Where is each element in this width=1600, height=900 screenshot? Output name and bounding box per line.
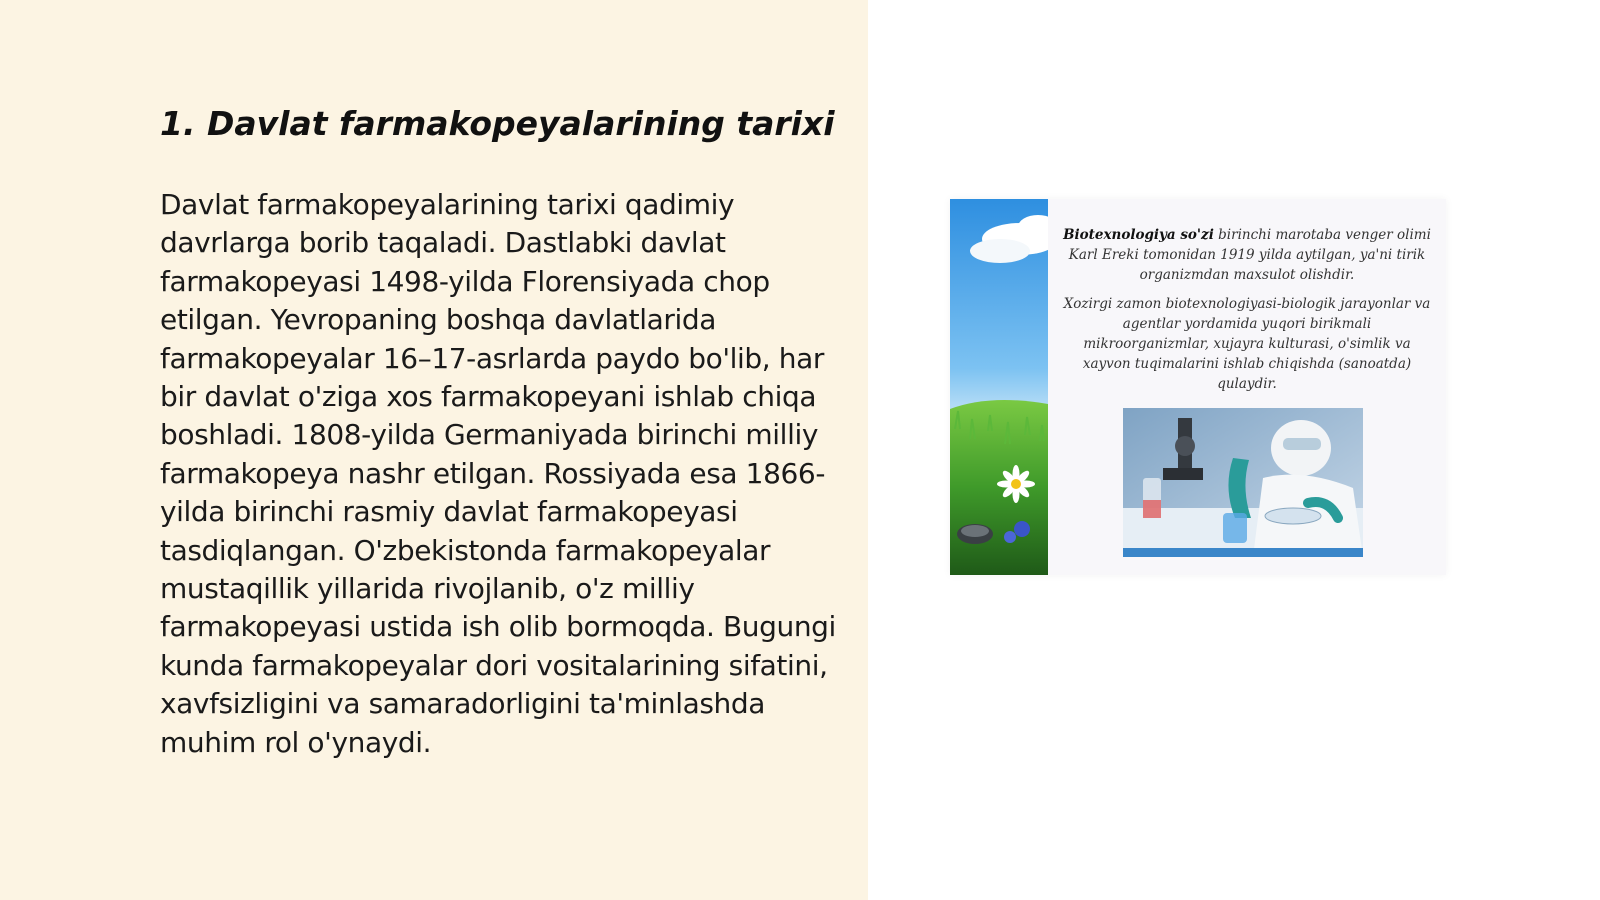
figure-term: Biotexnologiya so'zi	[1063, 227, 1214, 243]
biotechnology-figure	[950, 199, 1446, 575]
figure-paragraph-1-rest: birinchi marotaba venger olimi Karl Ereki tomonidan 1919 yilda aytilgan, ya'ni tirik organizmdan maxsulot olishdir.	[1068, 227, 1431, 283]
sky-grass-daisy-image	[950, 199, 1048, 575]
laboratory-scientist-photo	[1123, 408, 1363, 557]
figure-caption	[1062, 225, 1432, 403]
slide-body-text: Davlat farmakopeyalarining tarixi qadimiy davrlarga borib taqaladi. Dastlabki davlat farmakopeyasi 1498-yilda Florensiyada chop etilgan. Yevropaning boshqa davlatlarida farmakopeyalar 16–17-asrlarda paydo bo'lib, har bir davlat o'ziga xos farmakopeyani ishlab chiqa boshladi. 1808-yilda Germaniyada birinchi milliy farmakopeya nashr etilgan. Rossiyada esa 1866-yilda birinchi rasmiy davlat farmakopeyasi tasdiqlangan. O'zbekistonda farmakopeyalar mustaqillik yillarida rivojlanib, o'z milliy farmakopeyasi ustida ish olib bormoqda. Bugungi kunda farmakopeyalar dori vositalarining sifatini, xavfsizligini va samaradorligini ta'minlashda muhim rol o'ynaydi.	[160, 188, 836, 759]
figure-paragraph-2: Xozirgi zamon biotexnologiyasi-biologik jarayonlar va agentlar yordamida yuqori birikmali mikroorganizmlar, xujayra kulturasi, o'simlik va xayvon tuqimalarini ishlab chiqishda (sanoatda) qulaydir.	[1063, 296, 1431, 392]
slide-title: 1. Davlat farmakopeyalarining tarixi	[160, 104, 835, 143]
figure-paragraph-1	[1062, 225, 1432, 285]
